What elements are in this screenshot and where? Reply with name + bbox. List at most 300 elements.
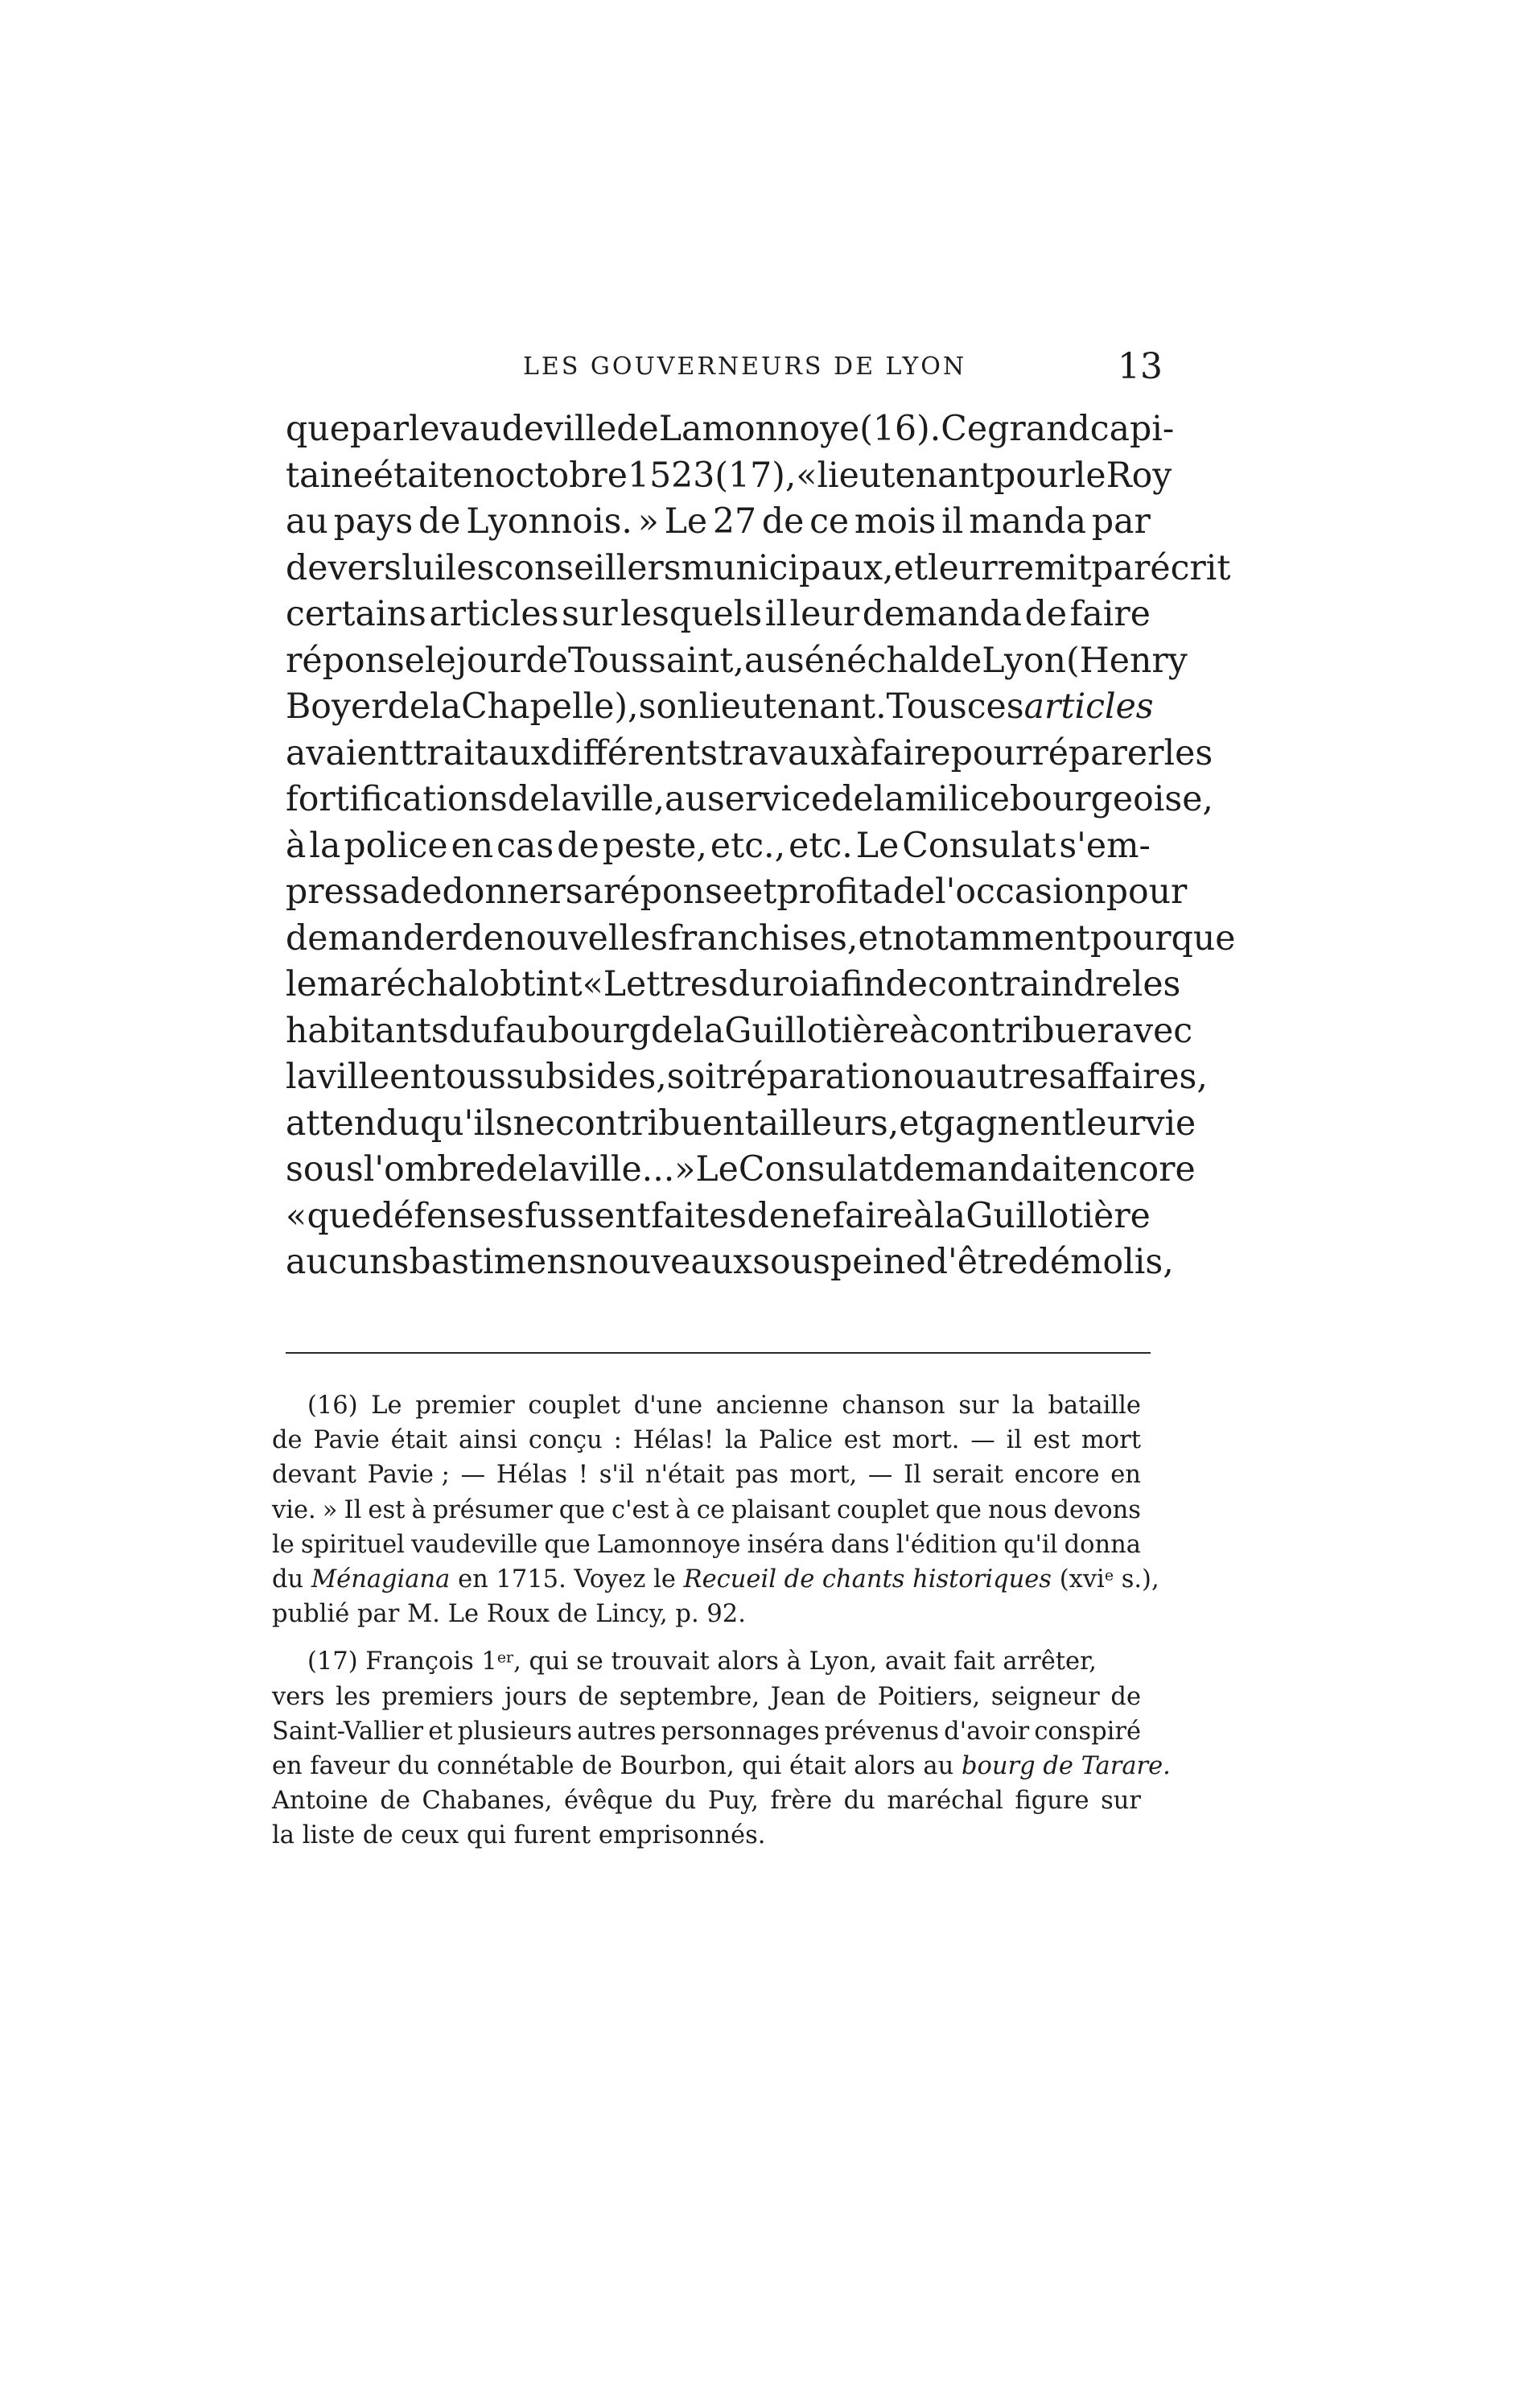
word: du <box>843 1787 875 1816</box>
word: articles <box>429 594 559 634</box>
word: est <box>368 1495 406 1524</box>
text-line <box>272 1597 1141 1631</box>
word: et <box>428 1717 453 1746</box>
word: Antoine <box>272 1787 369 1816</box>
word: est <box>1033 1426 1070 1455</box>
word: ne <box>513 1103 556 1144</box>
word: Chapelle), <box>461 687 639 727</box>
word: la <box>693 1010 725 1051</box>
text-line <box>286 546 1231 592</box>
word: qu'ils <box>419 1103 513 1144</box>
text-line <box>286 777 1213 823</box>
word: plusieurs <box>457 1717 572 1746</box>
text-line <box>286 1194 1151 1240</box>
word: autres <box>577 1717 657 1746</box>
word: remit <box>997 547 1092 588</box>
word: faubourg <box>492 1010 651 1051</box>
text-line <box>272 1783 1141 1818</box>
word: Palice <box>758 1426 833 1455</box>
word: profita <box>776 872 893 912</box>
word: Pavie <box>313 1426 380 1455</box>
word: que <box>1171 917 1236 959</box>
word: serait <box>932 1461 1004 1490</box>
word: Toussaint, <box>567 640 744 681</box>
text-line <box>272 1388 1141 1423</box>
word: que <box>307 1195 372 1236</box>
word: que <box>558 1495 605 1524</box>
word: de <box>1110 1682 1141 1711</box>
footnote-17-line-4: en faveur du connétable de Bourbon, qui était alors au bourg de Tarare. <box>272 1751 1171 1780</box>
word: faites <box>651 1195 747 1236</box>
word: maréchal <box>887 1787 1003 1816</box>
word: publié <box>272 1600 350 1629</box>
text-line <box>286 1101 1196 1148</box>
word: couplet <box>837 1495 929 1524</box>
word: mort <box>1081 1426 1141 1455</box>
text-line <box>272 1714 1141 1749</box>
word: etc. <box>789 825 853 866</box>
word: couplet <box>528 1392 621 1420</box>
text-line <box>286 1008 1193 1055</box>
word: de <box>650 1010 694 1051</box>
main-text <box>286 406 1236 1286</box>
word: il <box>941 501 964 542</box>
word: en <box>451 825 494 866</box>
word: ville, <box>581 779 665 819</box>
word: bourgeoise, <box>1009 779 1213 819</box>
word: présumer <box>432 1495 553 1524</box>
text-line <box>272 1493 1141 1528</box>
word: de <box>507 779 550 819</box>
word: ne <box>789 1195 832 1236</box>
word: de <box>578 1682 609 1711</box>
word: l'édition <box>896 1530 998 1559</box>
word: d'avoir <box>944 1717 1030 1746</box>
word: octobre <box>494 455 628 496</box>
word: à <box>908 1010 930 1051</box>
word: pays <box>333 501 414 542</box>
text-line <box>286 684 1154 731</box>
text-line <box>286 1147 1196 1194</box>
word: par <box>349 409 409 449</box>
word: peine <box>830 1242 926 1282</box>
word: Roux <box>486 1600 550 1629</box>
word: Poitiers, <box>877 1682 981 1711</box>
word: à <box>286 825 307 866</box>
word: en <box>452 455 495 496</box>
word: du <box>665 1787 697 1816</box>
word: Puy, <box>707 1787 759 1816</box>
word: emprisonnés. <box>598 1821 766 1850</box>
word: d'être <box>925 1242 1028 1282</box>
word: Lamonnoye <box>658 409 860 449</box>
word: liste <box>302 1821 356 1850</box>
word: septembre, <box>619 1682 760 1711</box>
word: c'est <box>612 1495 669 1524</box>
word: aux <box>488 732 550 773</box>
word: maréchal <box>316 964 480 1004</box>
word: du <box>448 1010 493 1051</box>
word: de <box>885 964 928 1004</box>
word: réparer <box>1032 732 1164 773</box>
word: la <box>873 779 905 819</box>
word: demander <box>286 917 462 959</box>
word: Guillotière <box>966 1195 1151 1236</box>
word: au <box>286 501 328 542</box>
text-line <box>272 1528 1141 1562</box>
word: de <box>525 640 568 681</box>
word: 27 <box>712 501 757 542</box>
word: dans <box>830 1530 890 1559</box>
word: et <box>893 547 928 588</box>
text-line <box>286 638 1188 685</box>
word: : <box>613 1426 622 1455</box>
word: gagnent <box>933 1103 1076 1144</box>
word: subsides, <box>505 1057 667 1097</box>
word: « <box>582 964 603 1004</box>
word: Jean <box>770 1682 826 1711</box>
word: de <box>761 501 805 542</box>
word: (16) <box>307 1392 358 1420</box>
word: donna <box>1064 1530 1141 1559</box>
word: (17), <box>714 455 797 496</box>
word: Guillotière <box>724 1010 909 1051</box>
text-line <box>286 1239 1174 1286</box>
word: Lincy, <box>595 1600 668 1629</box>
word: demandait <box>892 1149 1077 1190</box>
word: de <box>272 1426 303 1455</box>
word: sous <box>286 1149 364 1190</box>
word: soit <box>666 1057 731 1097</box>
word: et <box>858 917 892 959</box>
text-line <box>272 1680 1141 1714</box>
word: s'il <box>599 1461 635 1490</box>
word: trait <box>413 732 488 773</box>
footnote-separator <box>286 1352 1151 1354</box>
word: avec <box>1113 1010 1193 1051</box>
word: pour <box>994 455 1075 496</box>
word: ceux <box>401 1821 459 1850</box>
word: à <box>411 1495 426 1524</box>
text-line <box>286 499 1151 546</box>
word: la <box>933 1195 966 1236</box>
word: encore <box>1077 1149 1196 1190</box>
word: d'une <box>633 1392 703 1420</box>
word: de <box>831 779 874 819</box>
word: de <box>387 687 430 727</box>
word: de <box>892 872 936 912</box>
word: le <box>272 1530 294 1559</box>
word: peste, <box>602 825 707 866</box>
word: de <box>557 825 599 866</box>
word: sous <box>752 1242 830 1282</box>
word: figure <box>1015 1787 1089 1816</box>
text-line <box>286 731 1213 777</box>
footnote-16 <box>272 1388 1141 1562</box>
word: de <box>418 501 461 542</box>
word: bataille <box>1048 1392 1141 1420</box>
word: faire <box>1069 594 1151 634</box>
word: mort. <box>892 1426 960 1455</box>
word: à <box>849 732 871 773</box>
page-number: 13 <box>1118 346 1163 387</box>
word: la <box>430 687 462 727</box>
word: aucuns <box>286 1242 410 1282</box>
footnote-16-line-7 <box>272 1597 1141 1631</box>
word: inséra <box>747 1530 825 1559</box>
word: pressa <box>286 872 400 912</box>
word: de <box>747 1195 789 1236</box>
word: Hélas <box>496 1461 568 1490</box>
word: prévenus <box>824 1717 940 1746</box>
word: jour <box>455 640 526 681</box>
word: devant <box>272 1461 356 1490</box>
word: etc., <box>710 825 786 866</box>
word: à <box>675 1495 690 1524</box>
word: conspiré <box>1034 1717 1141 1746</box>
word: travaux <box>718 732 850 773</box>
word: conçu <box>528 1426 603 1455</box>
word: mois <box>854 501 937 542</box>
word: vaudeville <box>411 1530 538 1559</box>
word: taine <box>286 455 373 496</box>
word: Ce <box>941 409 988 449</box>
word: premier <box>415 1392 515 1420</box>
word: vie. <box>272 1495 316 1524</box>
word: nous <box>988 1495 1048 1524</box>
word: en <box>1110 1461 1141 1490</box>
word: Le <box>447 1600 480 1629</box>
word: ! <box>578 1461 589 1490</box>
word: Consulat <box>738 1149 892 1190</box>
word: » <box>322 1495 338 1524</box>
footnote-17-line-5 <box>272 1783 1141 1818</box>
word: était <box>390 1426 448 1455</box>
word: le <box>286 964 317 1004</box>
word: plaisant <box>731 1495 830 1524</box>
word: la <box>550 779 582 819</box>
word: leur <box>789 594 860 634</box>
word: sur <box>561 594 618 634</box>
word: contraindre <box>928 964 1132 1004</box>
word: furent <box>513 1821 591 1850</box>
word: 92. <box>706 1600 746 1629</box>
word: ailleurs, <box>758 1103 900 1144</box>
word: vaudeville <box>439 409 617 449</box>
word: que <box>286 409 350 449</box>
word: et <box>743 872 777 912</box>
text-line <box>272 1458 1141 1492</box>
word: de <box>939 640 982 681</box>
word: faire <box>832 1195 913 1236</box>
word: ou <box>912 1057 956 1097</box>
word: bastimens <box>409 1242 587 1282</box>
text-line <box>286 823 1151 870</box>
word: la <box>725 1426 748 1455</box>
word: chanson <box>842 1392 945 1420</box>
word: que <box>544 1530 591 1559</box>
word: sénéchal <box>786 640 940 681</box>
word: encore <box>1014 1461 1100 1490</box>
word: leur <box>1075 1103 1146 1144</box>
word: grand <box>987 409 1090 449</box>
word: spirituel <box>300 1530 405 1559</box>
word: sur <box>958 1392 999 1420</box>
word: municipaux, <box>681 547 894 588</box>
word: en <box>389 1057 432 1097</box>
word: au <box>665 779 707 819</box>
word: nouveaux <box>586 1242 753 1282</box>
word: habitants <box>286 1010 449 1051</box>
word: le <box>1074 455 1106 496</box>
word: différents <box>550 732 719 773</box>
word: au <box>743 640 787 681</box>
word: par <box>1091 501 1151 542</box>
word: démolis, <box>1027 1242 1174 1282</box>
word: frère <box>770 1787 833 1816</box>
text-line <box>286 453 1172 500</box>
word: attendu <box>286 1103 420 1144</box>
word: p. <box>675 1600 699 1629</box>
word: lieutenant. <box>698 687 887 727</box>
word: pour <box>950 732 1032 773</box>
word: Lyon <box>982 640 1066 681</box>
word: de <box>461 917 504 959</box>
word: 1523 <box>627 455 715 496</box>
word: il <box>1006 1426 1023 1455</box>
word: sa <box>565 872 604 912</box>
word: le <box>424 640 456 681</box>
word: Tous <box>886 687 967 727</box>
word: Chabanes, <box>422 1787 553 1816</box>
word: » <box>674 1149 696 1190</box>
word: afin <box>820 964 886 1004</box>
word: avaient <box>286 732 414 773</box>
word: notamment <box>892 917 1090 959</box>
running-title: LES GOUVERNEURS DE LYON <box>523 353 967 381</box>
text-line <box>272 1818 1141 1853</box>
text-line <box>286 406 1175 453</box>
word: les <box>1163 732 1213 773</box>
word: Le <box>695 1149 739 1190</box>
word: les <box>336 1682 371 1711</box>
word: Lamonnoye <box>596 1530 741 1559</box>
word: qui <box>466 1821 506 1850</box>
word: fortifications <box>286 779 508 819</box>
word: manda <box>969 501 1087 542</box>
word: Il <box>344 1495 362 1524</box>
word: (16). <box>859 409 941 449</box>
word: réparation <box>730 1057 913 1097</box>
word: devers <box>286 547 402 588</box>
word: de <box>836 1682 867 1711</box>
footnote-17-line-6 <box>272 1818 1141 1853</box>
word: ville... <box>569 1149 675 1190</box>
footnote-16-line-6: du Ménagiana en 1715. Voyez le Recueil de chants historiques (xvi$^e$ s.), <box>272 1565 1159 1594</box>
word: Le <box>855 825 900 866</box>
word: évêque <box>563 1787 653 1816</box>
word: pour <box>1106 872 1188 912</box>
word: le <box>408 409 440 449</box>
word: par <box>357 1600 400 1629</box>
word: était <box>373 455 453 496</box>
word: n'était <box>645 1461 725 1490</box>
word: articles <box>1023 687 1154 727</box>
word: conseillers <box>494 547 682 588</box>
word: la <box>537 1149 570 1190</box>
text-line <box>286 962 1181 1008</box>
footnotes <box>272 1388 1171 1853</box>
word: contribuer <box>929 1010 1114 1051</box>
word: de <box>362 1821 393 1850</box>
word: tous <box>431 1057 506 1097</box>
word: pas <box>735 1461 779 1490</box>
footnote-17 <box>272 1680 1141 1749</box>
word: donner <box>442 872 566 912</box>
word: M. <box>407 1600 440 1629</box>
word: réponse <box>286 640 425 681</box>
word: la <box>272 1821 294 1850</box>
word: « <box>286 1195 307 1236</box>
word: de <box>557 1600 588 1629</box>
word: affaires, <box>1066 1057 1208 1097</box>
word: mort, <box>789 1461 858 1490</box>
word: Consulat <box>902 825 1056 866</box>
word: lui <box>401 547 446 588</box>
word: contribuent <box>555 1103 759 1144</box>
word: vers <box>272 1682 325 1711</box>
text-line <box>286 1054 1208 1101</box>
word: Roy <box>1106 455 1172 496</box>
word: que <box>935 1495 982 1524</box>
word: de <box>616 409 659 449</box>
word: sur <box>1101 1787 1141 1816</box>
text-line <box>286 592 1151 638</box>
word: certains <box>286 594 426 634</box>
word: Hélas! <box>632 1426 714 1455</box>
footnote-17-line-1: (17) François 1er, qui se trouvait alors à Lyon, avait fait arrêter, <box>307 1647 1097 1676</box>
word: ce <box>809 501 850 542</box>
word: est <box>843 1426 881 1455</box>
word: la <box>309 825 341 866</box>
word: — <box>867 1461 893 1490</box>
word: franchises, <box>668 917 859 959</box>
word: fussent <box>525 1195 651 1236</box>
page-header <box>286 346 1163 394</box>
word: l'occasion <box>935 872 1106 912</box>
word: de <box>496 1149 538 1190</box>
word: milice <box>904 779 1010 819</box>
word: écrit <box>1150 547 1231 588</box>
word: Il <box>904 1461 921 1490</box>
word: capi- <box>1089 409 1175 449</box>
word: qu'il <box>1003 1530 1058 1559</box>
word: obtint <box>479 964 583 1004</box>
word: Le <box>371 1392 402 1420</box>
word: l'ombre <box>363 1149 496 1190</box>
word: cas <box>496 825 554 866</box>
word: seigneur <box>990 1682 1100 1711</box>
text-line <box>286 869 1188 916</box>
word: faire <box>870 732 951 773</box>
word: les <box>1131 964 1181 1004</box>
word: ces <box>966 687 1024 727</box>
word: » <box>637 501 659 542</box>
word: Le <box>664 501 708 542</box>
word: Lyonnois. <box>466 501 632 542</box>
word: Lettres <box>603 964 728 1004</box>
word: de <box>1024 594 1068 634</box>
